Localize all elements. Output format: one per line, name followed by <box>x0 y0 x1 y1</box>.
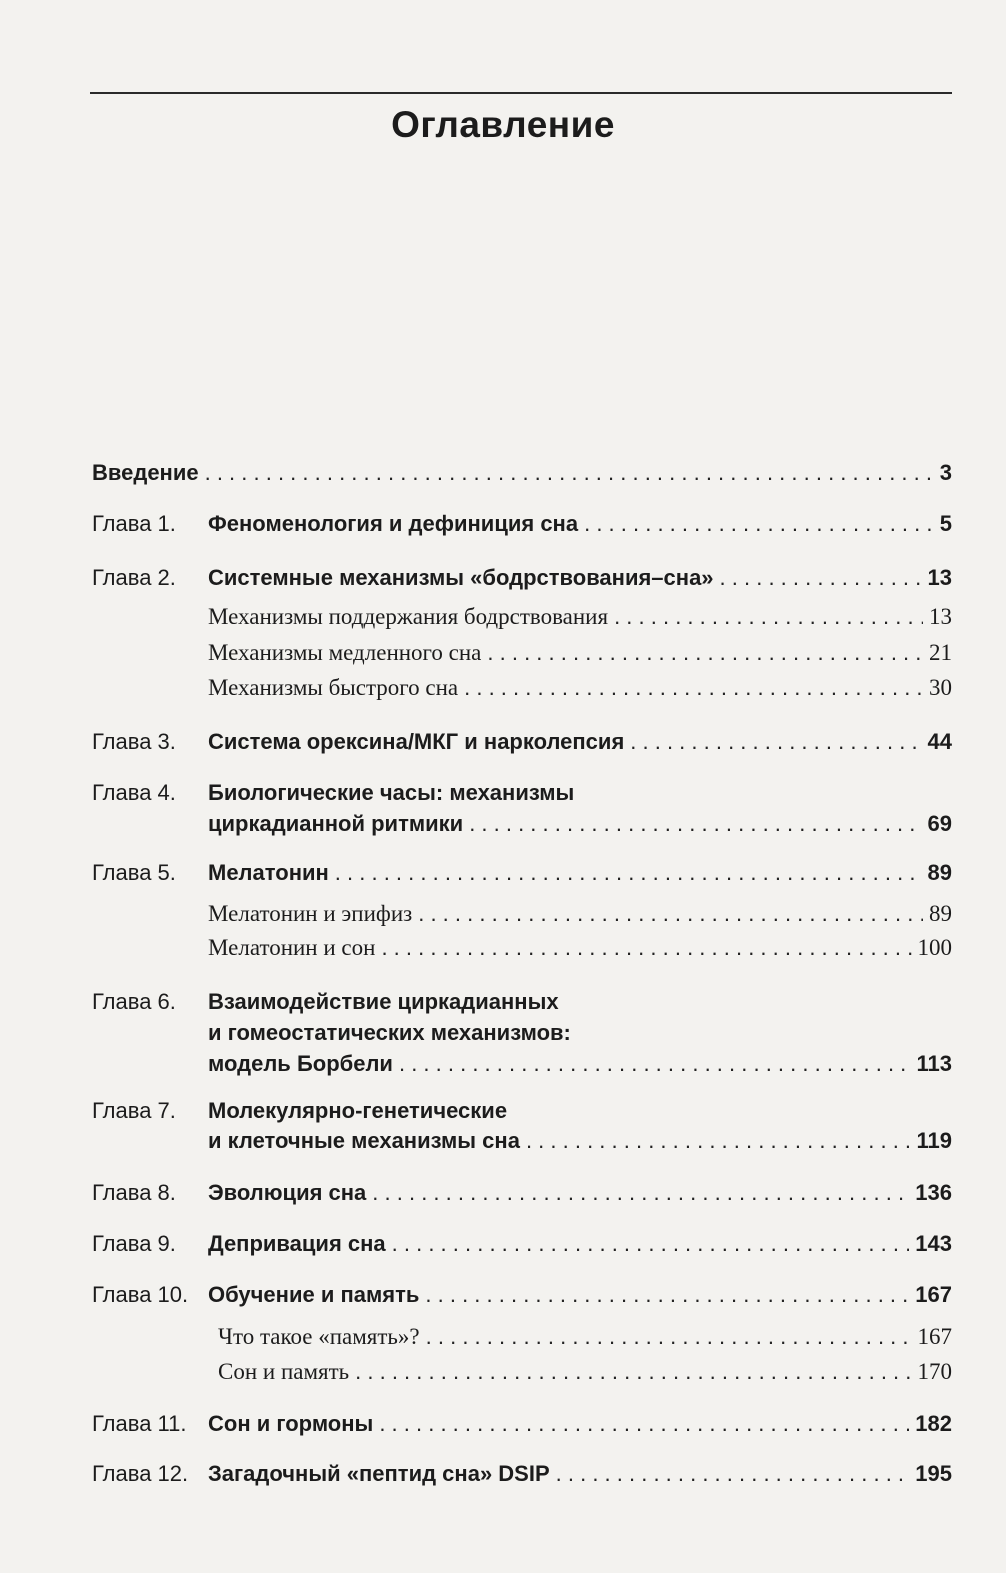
toc-entry-title: Сон и гормоны <box>208 1411 374 1436</box>
chapter-number: Глава 1. <box>92 511 176 536</box>
toc-page-number: 167 <box>915 1282 952 1307</box>
toc-entry-title: Системные механизмы «бодрствования–сна» <box>208 565 714 590</box>
dot-leader <box>355 1357 911 1387</box>
page-title: Оглавление <box>391 104 615 145</box>
toc-entry-title: циркадианной ритмики <box>208 811 464 836</box>
toc-entry-title: Введение <box>92 460 199 485</box>
chapter-number: Глава 11. <box>92 1411 187 1436</box>
toc-page-number: 89 <box>927 860 952 885</box>
dot-leader <box>426 1322 912 1352</box>
toc-entry <box>92 1409 952 1439</box>
dot-leader <box>335 858 922 888</box>
toc-entry-title: Мелатонин и сон <box>208 935 376 960</box>
chapter-number: Глава 2. <box>92 565 176 590</box>
toc-entry-title: Молекулярно-генетические <box>208 1098 508 1123</box>
toc-entry <box>92 563 952 593</box>
dot-leader <box>464 673 923 703</box>
header-rule <box>90 92 952 94</box>
toc-page-number: 100 <box>917 935 952 960</box>
toc-page-number: 30 <box>929 675 952 700</box>
toc-entry-title: Мелатонин <box>208 860 329 885</box>
toc-entry-title: Система орексина/МКГ и нарколепсия <box>208 729 625 754</box>
toc-entry <box>92 986 952 1079</box>
dot-leader <box>584 509 934 539</box>
toc-entry <box>92 1229 952 1259</box>
toc-entry <box>92 1096 952 1156</box>
toc-entry-title: и гомеостатических механизмов: <box>208 1020 571 1045</box>
chapter-number: Глава 5. <box>92 860 176 885</box>
toc-entry <box>92 777 952 839</box>
dot-leader <box>372 1178 909 1208</box>
toc-page-number: 167 <box>917 1324 952 1349</box>
toc-entry-title: Мелатонин и эпифиз <box>208 901 413 926</box>
chapter-number: Глава 3. <box>92 729 176 754</box>
toc-page-number: 5 <box>939 511 952 536</box>
toc-page-number: 143 <box>915 1231 952 1256</box>
dot-leader <box>720 563 922 593</box>
toc-entry-title: Загадочный «пептид сна» DSIP <box>208 1461 550 1486</box>
toc-entry <box>92 1178 952 1208</box>
toc-entry-title: Механизмы медленного сна <box>208 640 482 665</box>
dot-leader <box>381 933 911 963</box>
dot-leader <box>614 602 923 632</box>
toc-entry <box>92 933 952 963</box>
toc-entry-title: Механизмы быстрого сна <box>208 675 459 700</box>
toc-page-number: 69 <box>927 811 952 836</box>
toc-entry-title: Обучение и память <box>208 1282 420 1307</box>
toc-entry <box>92 727 952 757</box>
toc-entry-title: Феноменология и дефиниция сна <box>208 511 579 536</box>
toc-entry-title: Взаимодействие циркадианных <box>208 989 559 1014</box>
toc-page-number: 182 <box>915 1411 952 1436</box>
dot-leader <box>205 458 934 488</box>
toc-page-number: 21 <box>929 640 952 665</box>
toc-page-number: 136 <box>915 1180 952 1205</box>
toc-entry <box>92 602 952 632</box>
toc-entry-title: Эволюция сна <box>208 1180 367 1205</box>
toc-page-number: 13 <box>929 604 952 629</box>
toc-entry-title: и клеточные механизмы сна <box>208 1128 520 1153</box>
dot-leader <box>379 1409 909 1439</box>
dot-leader <box>526 1126 911 1156</box>
toc-page-number: 44 <box>927 729 952 754</box>
dot-leader <box>630 727 921 757</box>
toc-page-number: 195 <box>915 1461 952 1486</box>
toc-entry-title: модель Борбели <box>208 1051 393 1076</box>
toc-entry-title: Биологические часы: механизмы <box>208 780 575 805</box>
chapter-number: Глава 7. <box>92 1098 176 1123</box>
toc-page-number: 113 <box>916 1051 952 1076</box>
toc-entry <box>92 509 952 539</box>
chapter-number: Глава 12. <box>92 1461 189 1486</box>
dot-leader <box>418 899 923 929</box>
dot-leader <box>425 1280 909 1310</box>
toc-entry <box>92 1459 952 1489</box>
toc-entry-title: Сон и память <box>218 1359 350 1384</box>
toc-entry <box>92 1357 952 1387</box>
toc-entry-title: Депривация сна <box>208 1231 386 1256</box>
chapter-number: Глава 6. <box>92 989 176 1014</box>
toc-entry-title: Что такое «память»? <box>218 1324 420 1349</box>
toc-entry <box>92 458 952 488</box>
toc-entry <box>92 1322 952 1352</box>
toc-page-number: 119 <box>916 1128 952 1153</box>
chapter-number: Глава 4. <box>92 780 176 805</box>
toc-entry-title: Механизмы поддержания бодрствования <box>208 604 609 629</box>
toc-page-number: 3 <box>939 460 952 485</box>
toc-page-number: 170 <box>917 1359 952 1384</box>
dot-leader <box>469 808 921 839</box>
chapter-number: Глава 9. <box>92 1231 176 1256</box>
chapter-number: Глава 10. <box>92 1282 189 1307</box>
dot-leader <box>399 1048 911 1079</box>
toc-entry <box>92 673 952 703</box>
toc-page-number: 89 <box>929 901 952 926</box>
toc-entry <box>92 638 952 668</box>
toc-page-number: 13 <box>927 565 952 590</box>
toc-entry <box>92 899 952 929</box>
toc-entry <box>92 858 952 888</box>
chapter-number: Глава 8. <box>92 1180 176 1205</box>
dot-leader <box>556 1459 910 1489</box>
dot-leader <box>487 638 923 668</box>
dot-leader <box>392 1229 910 1259</box>
toc-entry <box>92 1280 952 1310</box>
